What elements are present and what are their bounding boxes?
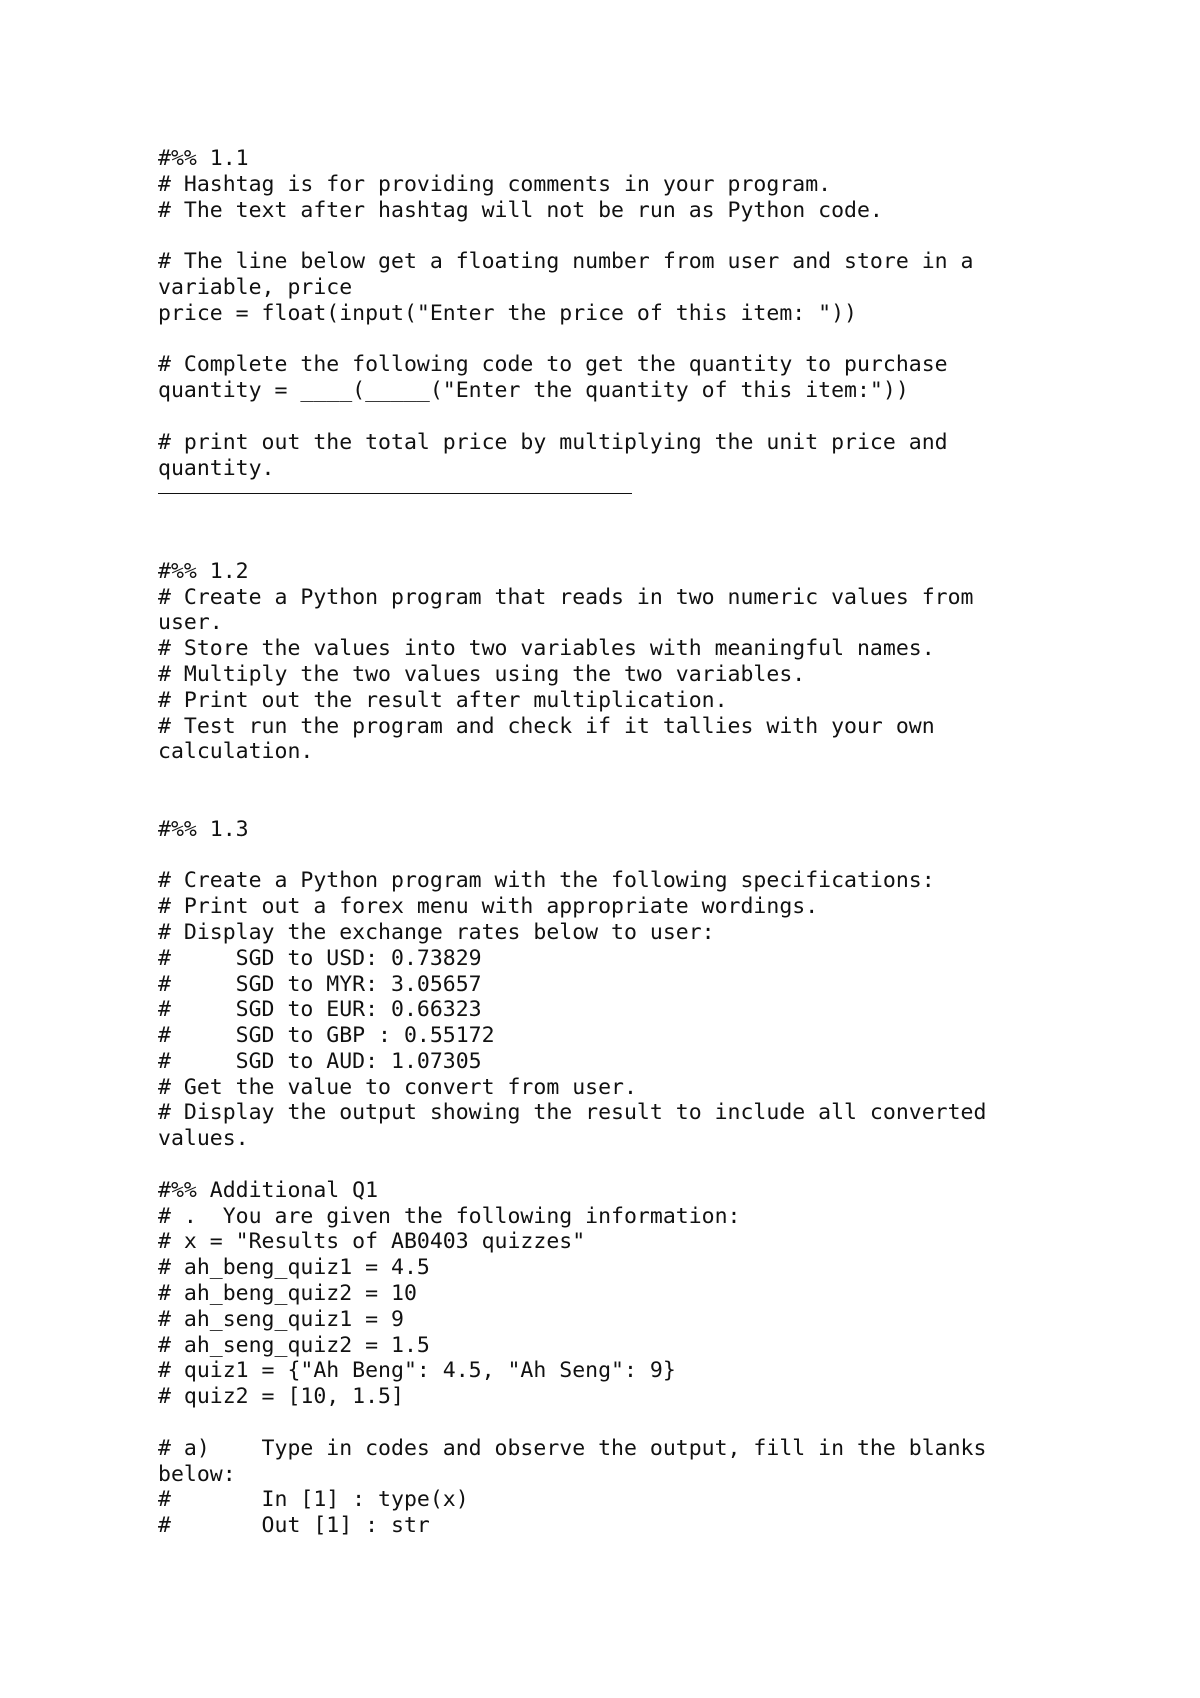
- comment-line: # In [1] : type(x): [158, 1487, 469, 1513]
- section-header: #%% Additional Q1: [158, 1177, 379, 1203]
- comment-line: # Test run the program and check if it tallies with your own: [158, 713, 935, 739]
- comment-line: # The line below get a floating number from user and store in a: [158, 249, 974, 275]
- section-header: #%% 1.2: [158, 558, 249, 584]
- comment-line: # Display the output showing the result to include all converted: [158, 1100, 987, 1126]
- comment-line: # ah_seng_quiz1 = 9: [158, 1306, 404, 1332]
- blank-line: [158, 327, 1038, 353]
- code-line: price = float(input("Enter the price of this item: ")): [158, 300, 857, 326]
- code-line: quantity = ____(_____("Enter the quantity of this item:")): [158, 378, 909, 404]
- comment-line: # ah_beng_quiz2 = 10: [158, 1281, 417, 1307]
- comment-line: # ah_beng_quiz1 = 4.5: [158, 1255, 430, 1281]
- blank-line: [158, 843, 1038, 869]
- comment-line: # Print out the result after multiplication.: [158, 687, 728, 713]
- blank-line: [158, 223, 1038, 249]
- comment-line: # Create a Python program that reads in two numeric values from: [158, 584, 974, 610]
- blank-line: [158, 791, 1038, 817]
- comment-line: # quiz1 = {"Ah Beng": 4.5, "Ah Seng": 9}: [158, 1358, 676, 1384]
- code-text-block: [158, 146, 1038, 1539]
- comment-line: # SGD to MYR: 3.05657: [158, 971, 482, 997]
- code-line: user.: [158, 610, 223, 636]
- section-header: #%% 1.1: [158, 146, 249, 171]
- comment-line: # SGD to USD: 0.73829: [158, 945, 482, 971]
- comment-line: # Out [1] : str: [158, 1513, 430, 1539]
- comment-line: # quiz2 = [10, 1.5]: [158, 1384, 404, 1410]
- code-line: variable, price: [158, 274, 353, 300]
- comment-line: # . You are given the following information:: [158, 1203, 741, 1229]
- comment-line: # Print out a forex menu with appropriate wordings.: [158, 894, 819, 920]
- comment-line: # Display the exchange rates below to user:: [158, 919, 715, 945]
- comment-line: # x = "Results of AB0403 quizzes": [158, 1229, 586, 1255]
- comment-line: # Get the value to convert from user.: [158, 1074, 637, 1100]
- comment-line: # SGD to AUD: 1.07305: [158, 1048, 482, 1074]
- comment-line: # SGD to GBP : 0.55172: [158, 1023, 495, 1049]
- code-line: below:: [158, 1461, 236, 1487]
- blank-line: [158, 533, 1038, 559]
- code-line: quantity.: [158, 455, 275, 481]
- comment-line: # Complete the following code to get the quantity to purchase: [158, 352, 948, 378]
- answer-blank-line: [158, 481, 1038, 507]
- blank-line: [158, 507, 1038, 533]
- blank-line: [158, 1410, 1038, 1436]
- code-line: values.: [158, 1126, 249, 1152]
- blank-line: [158, 1152, 1038, 1178]
- comment-line: # The text after hashtag will not be run as Python code.: [158, 197, 883, 223]
- comment-line: # print out the total price by multiplying the unit price and: [158, 429, 948, 455]
- code-line: calculation.: [158, 739, 314, 765]
- comment-line: # SGD to EUR: 0.66323: [158, 997, 482, 1023]
- comment-line: # Multiply the two values using the two variables.: [158, 661, 806, 687]
- comment-line: # ah_seng_quiz2 = 1.5: [158, 1332, 430, 1358]
- blank-line: [158, 404, 1038, 430]
- comment-line: # Store the values into two variables with meaningful names.: [158, 636, 935, 662]
- comment-line: # a) Type in codes and observe the output, fill in the blanks: [158, 1435, 987, 1461]
- comment-line: # Hashtag is for providing comments in your program.: [158, 171, 832, 197]
- section-header: #%% 1.3: [158, 816, 249, 842]
- comment-line: # Create a Python program with the following specifications:: [158, 868, 935, 894]
- blank-line: [158, 765, 1038, 791]
